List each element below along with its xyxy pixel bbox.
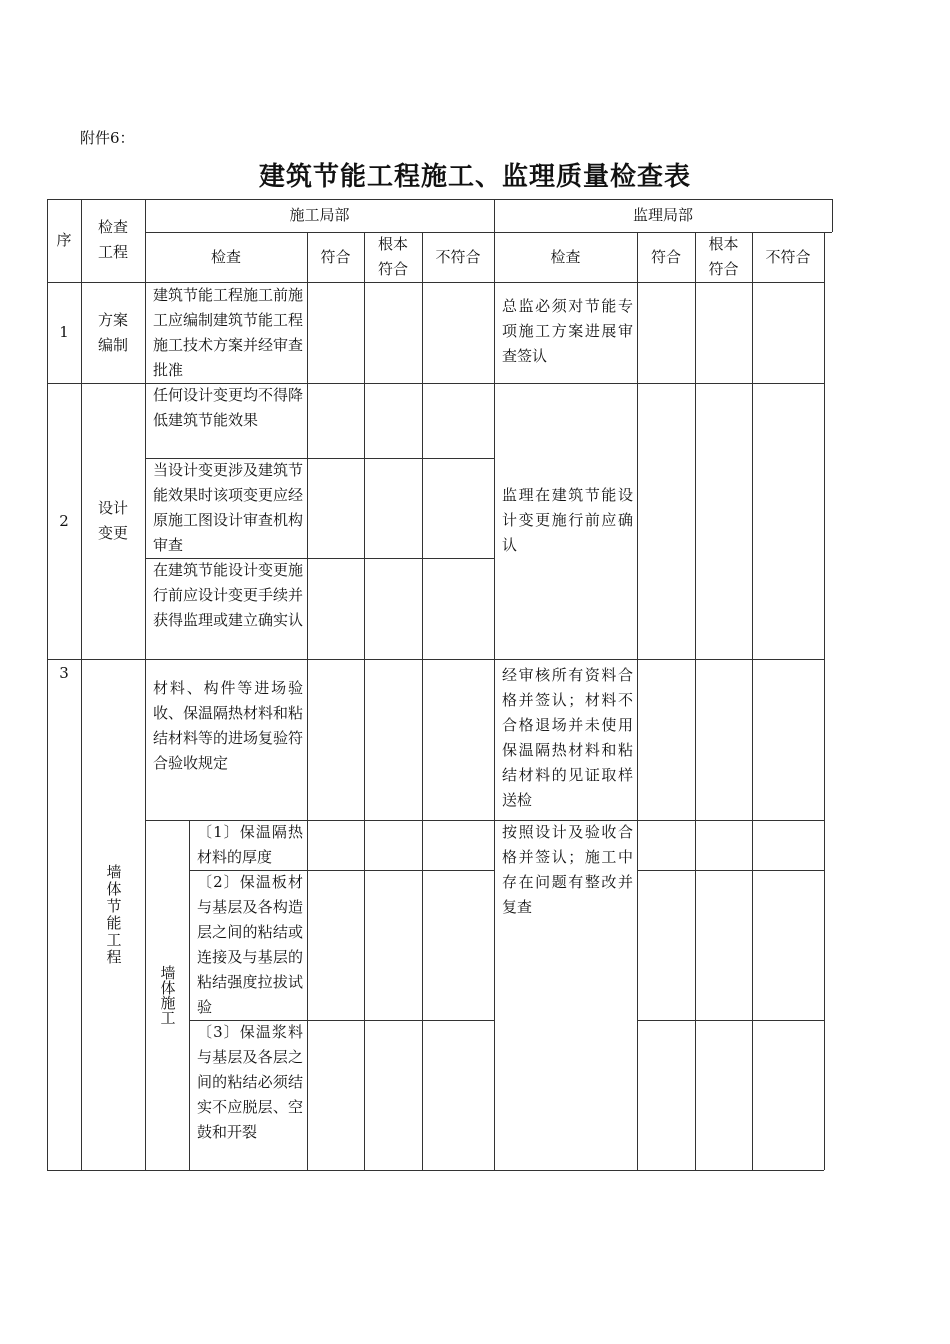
page-title: 建筑节能工程施工、监理质量检查表 (258, 162, 691, 192)
row3-project: 墙体节能工程 (104, 863, 123, 966)
supervision-conform-header: 符合 (650, 247, 681, 266)
row3-supervision-check-sub: 按照设计及验收合格并签认；施工中存在问题有整改并复查 (502, 823, 633, 916)
construction-conform-header: 符合 (320, 247, 351, 266)
col-seq-header: 序 (56, 231, 72, 249)
construction-check-header: 检查 (210, 247, 241, 266)
row1-construction-check: 建筑节能工程施工前施工应编制建筑节能工程施工技术方案并经审查批准 (153, 286, 304, 379)
supervision-basic-header: 根本符合 (708, 235, 739, 278)
col-project-header: 检查工程 (97, 218, 128, 261)
row3-supervision-check-main: 经审核所有资料合格并签认；材料不合格退场并未使用保温隔热材料和粘结材料的见证取样送检 (502, 666, 633, 809)
supervision-nonconform-header: 不符合 (765, 247, 811, 266)
row3-sub3: 〔3〕保温浆料与基层及各层之间的粘结必须结实不应脱层、空鼓和开裂 (197, 1023, 303, 1141)
construction-basic-header: 根本符合 (377, 235, 408, 278)
row2-project: 设计变更 (97, 499, 128, 542)
row1-supervision-check: 总监必须对节能专项施工方案进展审查签认 (502, 297, 633, 365)
row2-supervision-check: 监理在建筑节能设计变更施行前应确认 (502, 486, 633, 554)
row2-seq: 2 (59, 511, 69, 530)
row3-sub2: 〔2〕保温板材与基层及各构造层之间的粘结或连接及与基层的粘结强度拉拔试验 (197, 873, 303, 1016)
construction-nonconform-header: 不符合 (435, 247, 481, 266)
row3-seq: 3 (59, 664, 69, 682)
supervision-check-header: 检查 (550, 247, 581, 266)
row1-project: 方案编制 (97, 310, 128, 354)
attachment-label: 附件6： (80, 129, 135, 147)
row2-construction-check-a: 任何设计变更均不得降低建筑节能效果 (153, 386, 304, 429)
row3-construction-check-main: 材料、构件等进场验收、保温隔热材料和粘结材料等的进场复验符合验收规定 (153, 679, 304, 772)
group-supervision-header: 监理局部 (632, 206, 693, 224)
row2-construction-check-c: 在建筑节能设计变更施行前应设计变更手续并获得监理或建立确实认 (153, 561, 304, 629)
row3-sub-group-cell (145, 820, 189, 1170)
row1-seq: 1 (59, 323, 69, 341)
group-construction-header: 施工局部 (289, 206, 350, 224)
row3-sub-group: 墙体施工 (158, 965, 177, 1025)
row2-construction-check-b: 当设计变更涉及建筑节能效果时该项变更应经原施工图设计审查机构审查 (153, 461, 304, 554)
row3-project-cell (81, 659, 145, 1170)
row3-sub1: 〔1〕保温隔热材料的厚度 (197, 823, 303, 866)
